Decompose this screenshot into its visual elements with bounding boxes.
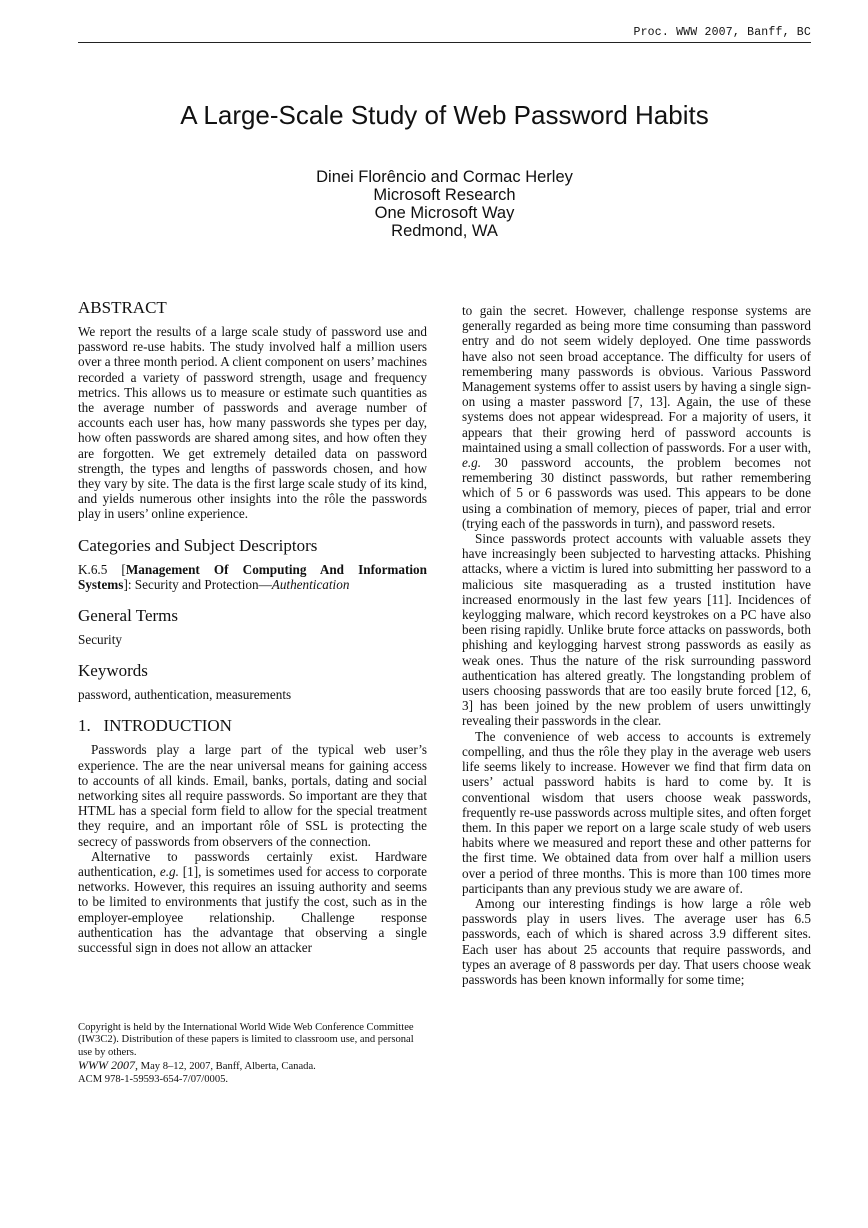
author-address-line1: One Microsoft Way bbox=[374, 204, 515, 222]
abstract-text: We report the results of a large scale study of password use and password re-use habits. The study involved half a million users over a three month period. A client component on users’ machines recorded a variety of password strength, usage and frequency metrics. This allows us to measure or estimate such quantities as the average number of passwords and average number of accounts each user has, how many passwords she types per day, how often passwords are shared among sites, and how often they are forgotten. We get extremely detailed data on password strength, the types and lengths of passwords chosen, and how they vary by site. The data is the first large scale study of its kind, and yields numerous other insights into the rôle the passwords play in users’ online experience. bbox=[78, 324, 427, 522]
author-affiliation: Microsoft Research bbox=[373, 186, 516, 204]
categories-bold: Management Of Computing And Information Systems bbox=[78, 561, 427, 592]
categories-italic: Authentication bbox=[271, 576, 350, 592]
running-head-text: Proc. WWW 2007, Banff, BC bbox=[633, 26, 811, 39]
acm-number: ACM 978-1-59593-654-7/07/0005. bbox=[78, 1073, 229, 1085]
intro-p2-cont-eg: e.g. bbox=[462, 455, 482, 471]
general-terms-heading: General Terms bbox=[78, 606, 178, 626]
running-header bbox=[78, 24, 811, 43]
intro-p2-cont-part-a: to gain the secret. However, challenge response systems are generally regarded as being more time consuming than password entry and do not seem widely deployed. One time passwords have also not seen broad acceptance. The difficulty for users of remembering many passwords is obvious. Various Password Management systems offer to assist users by having a single sign-on using a master password [7, 13]. Again, the use of these systems does not appear widespread. For a majority of users, it appears that their growing herd of password accounts is maintained using a small collection of passwords. For a user with, bbox=[462, 303, 811, 455]
intro-p2-cont-part-b: 30 password accounts, the problem becomes not remembering 30 distinct passwords, but rather remembering which of 5 or 6 passwords was used. This appears to be done using a combination of memory, pieces of paper, trial and error (trying each of the passwords in turn), and password resets. bbox=[462, 455, 811, 531]
intro-paragraph-2-continued bbox=[462, 303, 811, 531]
venue-line bbox=[78, 1059, 428, 1073]
author-names: Dinei Florêncio and Cormac Herley bbox=[316, 168, 573, 186]
intro-p2-part-a: Alternative to passwords certainly exist. Hardware authentication, bbox=[78, 848, 427, 880]
intro-paragraph-5: Among our interesting findings is how large a rôle web passwords play in users lives. The average user has 6.5 passwords, each of which is shared across 3.9 different sites. Each user has about 25 accounts that require passwords, and types an average of 8 passwords per day. That users choose weak passwords has been known informally for some time; bbox=[462, 895, 811, 987]
paper-title: A Large-Scale Study of Web Password Habits bbox=[180, 100, 709, 130]
intro-p2-part-b: [1], is sometimes used for access to corporate networks. However, this requires an issuing authority and seems to be limited to environments that justify the cost, such as in the employer-employee relationship. Challenge response authentication has the advantage that observing a single successful sign in does not allow an attacker bbox=[78, 864, 428, 956]
intro-paragraph-4: The convenience of web access to accounts is extremely compelling, and thus the rôle they play in the average web users life seems likely to increase. However we find that firm data on users’ actual password habits is hard to come by. It is conventional wisdom that users choose weak passwords, frequently re-use passwords across multiple sites, and often forget them. In this paper we report on a large scale study of web users habits where we measured and report these and other patterns for the first time. We obtained data from over half a million users over a period of three months. This is more than 100 times more participants than any previous study we are aware of. bbox=[462, 728, 811, 896]
copyright-footnote bbox=[78, 1022, 428, 1086]
copyright-notice: Copyright is held by the International World Wide Web Conference Committee (IW3C2). Distribution of these papers is limited to classroom use, and personal use by others. bbox=[78, 1022, 414, 1058]
abstract-heading: ABSTRACT bbox=[78, 298, 167, 317]
venue-rest: May 8–12, 2007, Banff, Alberta, Canada. bbox=[138, 1061, 316, 1073]
author-block bbox=[78, 168, 811, 240]
intro-paragraph-1: Passwords play a large part of the typical web user’s experience. The are the near universal means for gaining access to accounts of all kinds. Email, banks, portals, dating and social networking sites all require passwords. So important are they that HTML has a special form field to allow for the special treatment they require, and an important rôle of SSL is protecting the secrecy of passwords from observers of the connection. bbox=[78, 742, 427, 849]
venue-italic: WWW 2007, bbox=[78, 1058, 138, 1073]
intro-paragraph-2 bbox=[78, 849, 427, 955]
left-column bbox=[78, 298, 427, 955]
categories-heading: Categories and Subject Descriptors bbox=[78, 535, 318, 555]
categories-code: K.6.5 [ bbox=[78, 561, 126, 577]
keywords-heading: Keywords bbox=[78, 661, 148, 681]
general-terms-text: Security bbox=[78, 632, 122, 648]
keywords-text: password, authentication, measurements bbox=[78, 687, 292, 703]
categories-rest: ]: Security and Protection— bbox=[123, 576, 272, 592]
author-address-line2: Redmond, WA bbox=[391, 222, 498, 240]
introduction-heading: 1. INTRODUCTION bbox=[78, 716, 232, 736]
right-column bbox=[462, 303, 811, 987]
categories-text bbox=[78, 562, 427, 592]
intro-p2-eg: e.g. bbox=[159, 864, 179, 880]
intro-paragraph-3: Since passwords protect accounts with valuable assets they have increasingly been subjected to harvesting attacks. Phishing attacks, where a victim is lured into submitting her password to a malicious site masquerading as a trusted institution have increased enormously in the last few years [11]. Incidences of keylogging malware, which record keystrokes on a PC have also been rising rapidly. Unlike brute force attacks on passwords, both phishing and keylogging harvest strong passwords as easily as weak ones. Thus the nature of the risk surrounding password authentication has altered greatly. The longstanding problem of users choosing passwords that are too easily brute forced [12, 6, 3] has been joined by the new problem of users unwittingly revealing their passwords in the clear. bbox=[462, 531, 811, 729]
